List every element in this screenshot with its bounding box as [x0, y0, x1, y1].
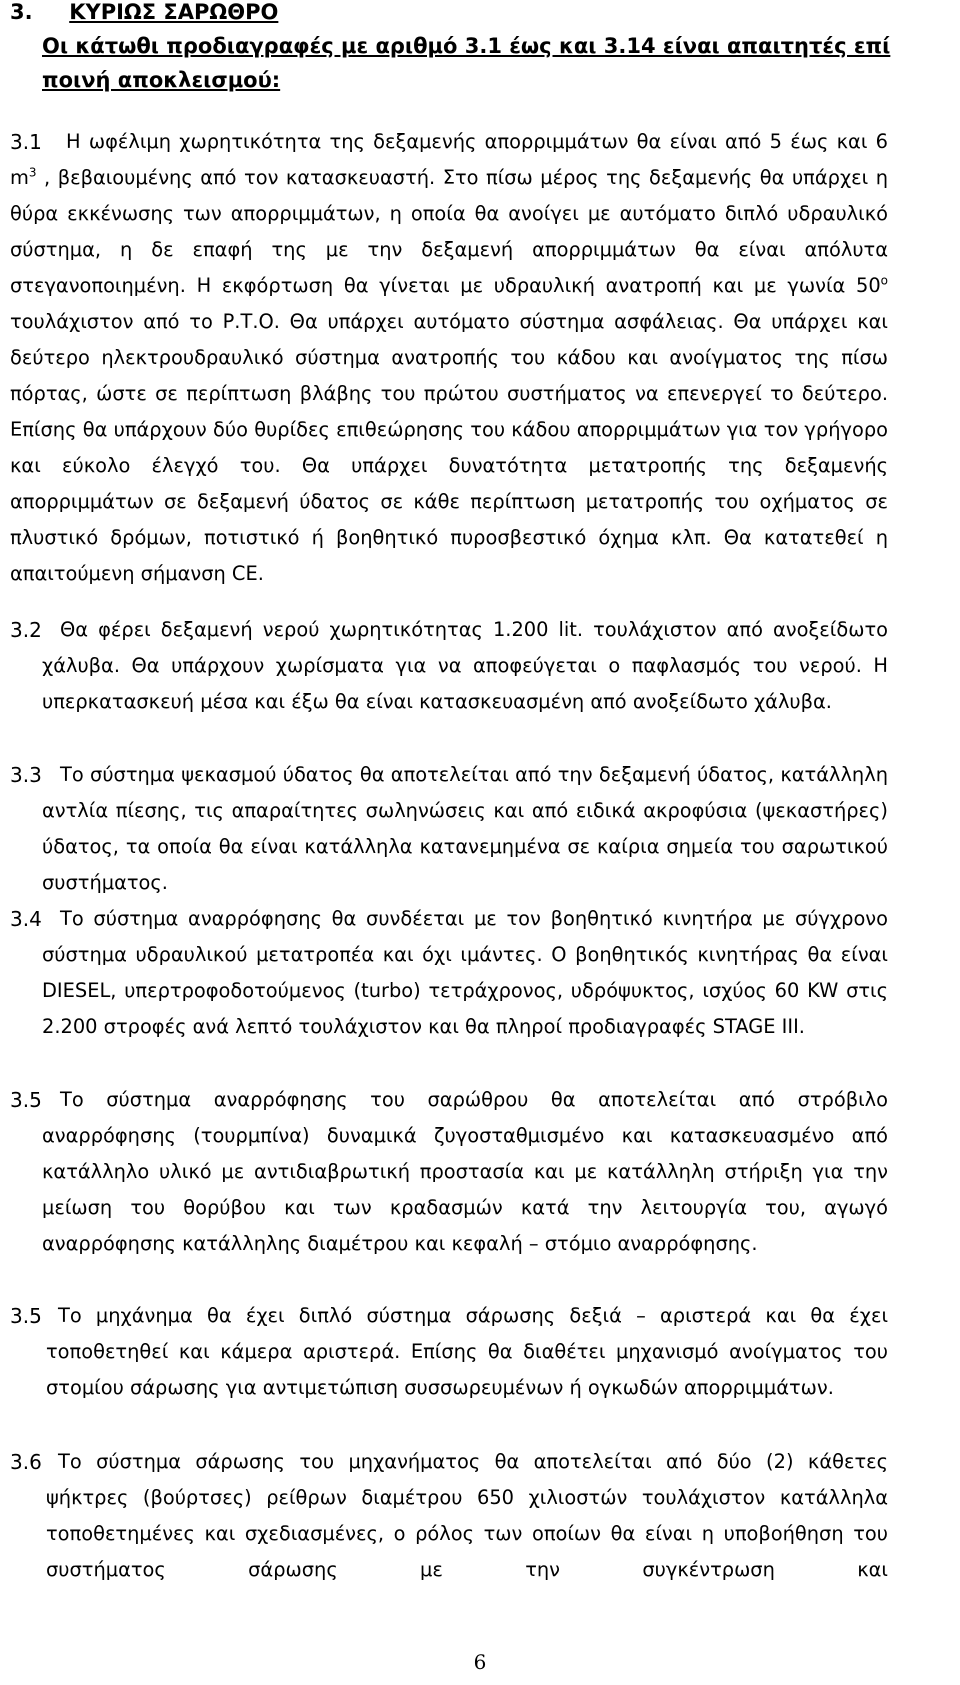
requirement-note-line2: ποινή αποκλεισμού: [42, 68, 281, 92]
section-heading [10, 0, 278, 24]
spec-item-text-part: , βεβαιουμένης από τον κατασκευαστή. Στο πίσω μέρος της δεξαμενής θα υπάρχει η θύρα εκκένωσης των απορριμμάτων, η οποία θα ανοίγει με αυτόματο διπλό υδραυλικό σύστημα, η δε επαφή της με την δεξαμενή απορριμμάτων θα είναι απόλυτα στεγανοποιημένη. Η εκφόρτωση θα γίνεται με υδραυλική ανατροπή και με γωνία 50 [10, 166, 888, 297]
spec-item-number: 3.4 [10, 907, 42, 931]
spec-item-number: 3.3 [10, 763, 42, 787]
section-title: ΚΥΡΙΩΣ ΣΑΡΩΘΡΟ [69, 0, 279, 24]
page-number: 6 [473, 1650, 487, 1674]
spec-item-text: Το μηχάνημα θα έχει διπλό σύστημα σάρωσης δεξιά – αριστερά και θα έχει τοποθετηθεί και κάμερα αριστερά. Επίσης θα διαθέτει μηχανισμό ανοίγματος του στομίου σάρωσης για αντιμετώπιση συσσωρευμένων ή ογκωδών απορριμμάτων. [46, 1304, 888, 1399]
spec-item-number: 3.5 [10, 1088, 42, 1112]
spec-item-text: Το σύστημα σάρωσης του μηχανήματος θα αποτελείται από δύο (2) κάθετες ψήκτρες (βούρτσες) ρείθρων διαμέτρου 650 χιλιοστών τουλάχιστον κατάλληλα τοποθετημένες και σχεδιασμένες, ο ρόλος των οποίων θα είναι η υποβοήθηση του συστήματος σάρωσης με την συγκέντρωση και [46, 1450, 888, 1581]
superscript: 3 [28, 165, 37, 180]
section-number: 3. [10, 0, 33, 24]
spec-item-text: Θα φέρει δεξαμενή νερού χωρητικότητας 1.200 lit. τουλάχιστον από ανοξείδωτο χάλυβα. Θα υπάρχουν χωρίσματα για να αποφεύγεται ο παφλασμός του νερού. Η υπερκατασκευή μέσα και έξω θα είναι κατασκευασμένη από ανοξείδωτο χάλυβα. [42, 618, 888, 713]
spec-item-number: 3.6 [10, 1450, 42, 1474]
spec-item-number: 3.1 [10, 130, 42, 154]
spec-item-text-part: Η ωφέλιμη χωρητικότητα της δεξαμενής απορριμμάτων θα είναι από 5 έως και 6 m [10, 130, 888, 189]
spec-item-text: Το σύστημα αναρρόφησης του σαρώθρου θα αποτελείται από στρόβιλο αναρρόφησης (τουρμπίνα) δυναμικά ζυγοσταθμισμένο και κατασκευασμένο από κατάλληλο υλικό με αντιδιαβρωτική προστασία και με κατάλληλη στήριξη για την μείωση του θορύβου και των κραδασμών κατά την λειτουργία του, αγωγό αναρρόφησης κατάλληλης διαμέτρου και κεφαλή – στόμιο αναρρόφησης. [42, 1088, 888, 1255]
superscript: ο [880, 273, 888, 288]
spec-item-number: 3.2 [10, 618, 42, 642]
spec-item-text-part: τουλάχιστον από το Ρ.Τ.Ο. Θα υπάρχει αυτόματο σύστημα ασφάλειας. Θα υπάρχει και δεύτερο ηλεκτρουδραυλικό σύστημα ανατροπής του κάδου και ανοίγματος της πίσω πόρτας, ώστε σε περίπτωση βλάβης του πρώτου συστήματος να επενεργεί το δεύτερο. Επίσης θα υπάρχουν δύο θυρίδες επιθεώρησης του κάδου απορριμμάτων για τον γρήγορο και εύκολο έλεγχό του. Θα υπάρχει δυνατότητα μετατροπής της δεξαμενής απορριμμάτων σε δεξαμενή ύδατος σε κάθε περίπτωση μετατροπής του οχήματος σε πλυστικό δρόμων, ποτιστικό ή βοηθητικό πυροσβεστικό όχημα κλπ. Θα κατατεθεί η απαιτούμενη σήμανση CE. [10, 310, 888, 585]
spec-item-text [10, 124, 888, 592]
spec-item-number: 3.5 [10, 1304, 42, 1328]
spec-item-text: Το σύστημα αναρρόφησης θα συνδέεται με τον βοηθητικό κινητήρα με σύγχρονο σύστημα υδραυλικού μετατροπέα και όχι ιμάντες. Ο βοηθητικός κινητήρας θα είναι DIESEL, υπερτροφοδοτούμενος (turbo) τετράχρονος, υδρόψυκτος, ισχύος 60 KW στις 2.200 στροφές ανά λεπτό τουλάχιστον και θα πληροί προδιαγραφές STAGE III. [42, 907, 888, 1038]
requirement-note-line1: Οι κάτωθι προδιαγραφές με αριθμό 3.1 έως και 3.14 είναι απαιτητές επί [42, 34, 891, 58]
spec-item-text: Το σύστημα ψεκασμού ύδατος θα αποτελείται από την δεξαμενή ύδατος, κατάλληλη αντλία πίεσης, τις απαραίτητες σωληνώσεις και από ειδικά ακροφύσια (ψεκαστήρες) ύδατος, τα οποία θα είναι κατάλληλα κατανεμημένα σε καίρια σημεία του σαρωτικού συστήματος. [42, 763, 888, 894]
